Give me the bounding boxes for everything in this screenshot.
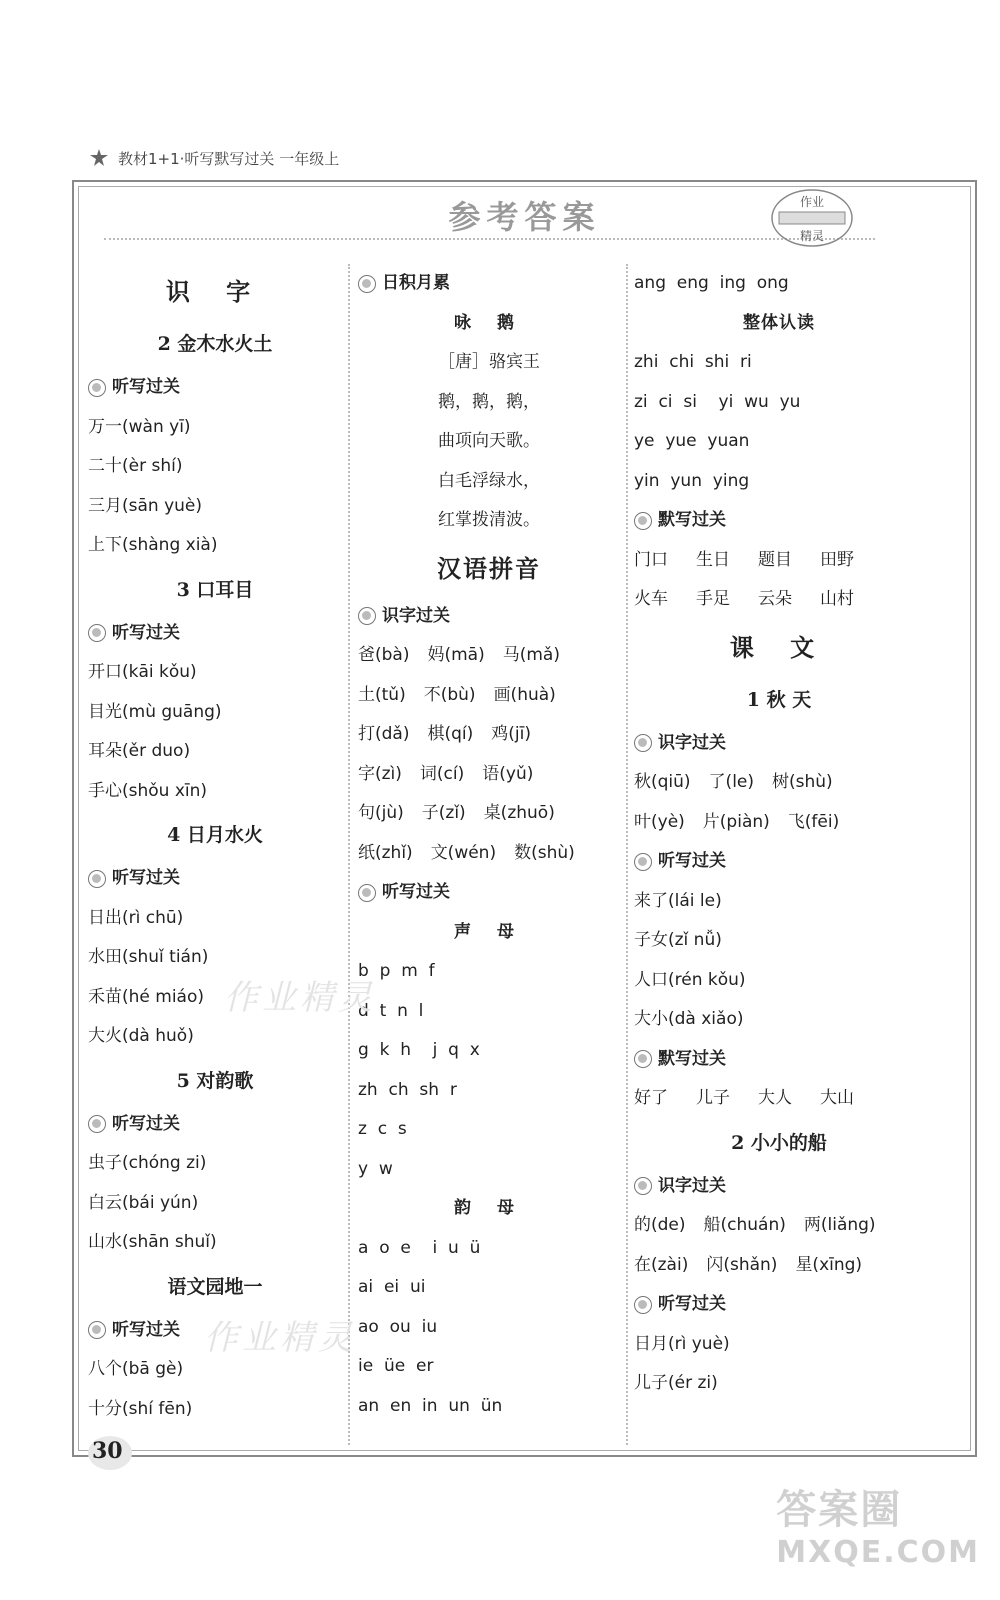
answer-row: 字(zì) 词(cí) 语(yǔ) xyxy=(358,763,534,784)
answer-row: 的(de) 船(chuán) 两(liǎng) xyxy=(634,1215,876,1235)
section-icon xyxy=(358,884,376,902)
poem-line: 红掌拨清波。 xyxy=(438,510,540,530)
lesson-title: 语文园地一 xyxy=(167,1275,263,1298)
answer-item: 山水(shān shuǐ) xyxy=(88,1232,217,1252)
answer-row: 在(zài) 闪(shǎn) 星(xīng) xyxy=(634,1254,863,1275)
section-icon xyxy=(634,1050,652,1068)
pinyin-row: ie üe er xyxy=(358,1356,434,1376)
answer-item: 万一(wàn yī) xyxy=(88,416,191,437)
answer-item: 白云(bái yún) xyxy=(88,1192,199,1213)
poem-line: 鹅，鹅，鹅， xyxy=(438,391,540,412)
answer-row: 秋(qiū) 了(le) 树(shù) xyxy=(634,772,833,792)
answer-item: 日出(rì chū) xyxy=(88,907,184,928)
section-icon xyxy=(358,275,376,293)
answer-item: 水田(shuǐ tián) xyxy=(88,947,209,967)
answer-item: 日月(rì yuè) xyxy=(634,1333,730,1354)
answer-item: 大小(dà xiǎo) xyxy=(634,1009,744,1029)
pinyin-row: g k h j q x xyxy=(358,1040,480,1060)
pinyin-row: zi ci si yi wu yu xyxy=(634,391,801,412)
page-number: 30 xyxy=(92,1438,123,1464)
label-rijiyuelei: 日积月累 xyxy=(358,264,620,304)
pinyin-row: zh ch sh r xyxy=(358,1079,457,1100)
answer-item: 手心(shǒu xīn) xyxy=(88,780,208,801)
section-icon xyxy=(634,853,652,871)
stamp-text-top: 作业 xyxy=(799,195,825,209)
answer-item: 虫子(chóng zi) xyxy=(88,1153,207,1173)
section-icon xyxy=(358,607,376,625)
section-title: 识 字 xyxy=(165,277,265,306)
answer-item: 上下(shàng xià) xyxy=(88,535,218,555)
watermark: 作业精灵 xyxy=(224,978,376,1018)
column-1 xyxy=(88,264,342,1429)
label-tingxie: 听写过关 xyxy=(88,859,342,899)
answer-row: 火车 手足 云朵 山村 xyxy=(634,589,854,609)
section-icon xyxy=(88,870,106,888)
pinyin-row: d t n l xyxy=(358,1000,424,1021)
answer-item: 来了(lái le) xyxy=(634,890,722,911)
section-icon xyxy=(634,512,652,530)
answer-row: 土(tǔ) 不(bù) 画(huà) xyxy=(358,684,556,705)
section-icon xyxy=(88,1321,106,1339)
answer-item: 开口(kāi kǒu) xyxy=(88,662,197,682)
column-3 xyxy=(634,264,924,1404)
pinyin-row: ai ei ui xyxy=(358,1277,426,1297)
answer-row: 句(jù) 子(zǐ) 桌(zhuō) xyxy=(358,803,555,823)
book-logo-icon xyxy=(88,147,110,169)
lesson-title: 2 金木水火土 xyxy=(157,333,273,355)
answer-row: 爸(bà) 妈(mā) 马(mǎ) xyxy=(358,645,560,665)
section-icon xyxy=(634,1177,652,1195)
label-tingxie: 听写过关 xyxy=(634,842,924,882)
label-tingxie: 听写过关 xyxy=(634,1285,924,1325)
pinyin-row: ye yue yuan xyxy=(634,431,750,451)
section-icon xyxy=(88,379,106,397)
column-2 xyxy=(358,264,620,1426)
section-icon xyxy=(88,624,106,642)
section-title: 课 文 xyxy=(729,632,829,662)
poem-author: ［唐］骆宾王 xyxy=(438,352,540,372)
answer-item: 二十(èr shí) xyxy=(88,456,183,476)
lesson-title: 4 日月水火 xyxy=(167,824,263,846)
sub-title: 韵 母 xyxy=(454,1198,524,1218)
answer-frame xyxy=(72,180,977,1457)
answer-item: 目光(mù guāng) xyxy=(88,701,222,722)
pinyin-row: b p m f xyxy=(358,961,435,981)
stamp-icon xyxy=(769,186,855,250)
sub-title: 整体认读 xyxy=(743,312,815,333)
label-tingxie: 听写过关 xyxy=(88,1311,342,1351)
answer-row: 门口 生日 题目 田野 xyxy=(634,549,854,570)
book-title: 教材1+1·听写默写过关 一年级上 xyxy=(118,149,340,168)
label-moxie: 默写过关 xyxy=(634,501,924,541)
site-watermark: 答案圈 MXQE.COM xyxy=(776,1487,980,1570)
pinyin-row: a o e i u ü xyxy=(358,1237,481,1258)
section-icon xyxy=(634,1296,652,1314)
label-tingxie: 听写过关 xyxy=(88,1105,342,1145)
answer-item: 耳朵(ěr duo) xyxy=(88,741,191,761)
label-shizi: 识字过关 xyxy=(634,724,924,764)
pinyin-row: y w xyxy=(358,1158,393,1179)
pinyin-row: an en in un ün xyxy=(358,1395,503,1416)
pinyin-row: z c s xyxy=(358,1119,407,1139)
answer-item: 三月(sān yuè) xyxy=(88,495,203,516)
answer-item: 子女(zǐ nǚ) xyxy=(634,930,722,950)
answer-row: 好了 儿子 大人 大山 xyxy=(634,1088,854,1108)
answer-item: 大火(dà huǒ) xyxy=(88,1026,194,1046)
answer-item: 八个(bā gè) xyxy=(88,1359,184,1379)
label-shizi: 识字过关 xyxy=(358,597,620,637)
poem-title: 咏 鹅 xyxy=(454,312,524,333)
lesson-title: 5 对韵歌 xyxy=(176,1069,254,1092)
watermark: 作业精灵 xyxy=(204,1318,356,1358)
lesson-title: 1 秋 天 xyxy=(746,688,812,711)
answer-row: 打(dǎ) 棋(qí) 鸡(jī) xyxy=(358,724,531,744)
label-moxie: 默写过关 xyxy=(634,1040,924,1080)
section-icon xyxy=(88,1115,106,1133)
pinyin-row: zhi chi shi ri xyxy=(634,352,752,372)
page-title: 参考答案 xyxy=(448,198,601,236)
sub-title: 声 母 xyxy=(454,921,524,942)
label-tingxie: 听写过关 xyxy=(358,873,620,913)
section-icon xyxy=(634,734,652,752)
answer-item: 十分(shí fēn) xyxy=(88,1398,193,1419)
label-shizi: 识字过关 xyxy=(634,1167,924,1207)
section-title: 汉语拼音 xyxy=(437,553,541,583)
stamp-text-bottom: 精灵 xyxy=(799,229,825,243)
pinyin-row: ao ou iu xyxy=(358,1316,438,1337)
book-header xyxy=(88,147,339,169)
pinyin-row: yin yun ying xyxy=(634,470,750,491)
label-tingxie: 听写过关 xyxy=(88,368,342,408)
poem-line: 白毛浮绿水， xyxy=(438,470,540,491)
answer-item: 人口(rén kǒu) xyxy=(634,969,746,990)
answer-row: 纸(zhǐ) 文(wén) 数(shù) xyxy=(358,842,575,863)
answer-item: 儿子(ér zi) xyxy=(634,1373,718,1393)
lesson-title: 2 小小的船 xyxy=(731,1131,827,1154)
answer-item: 禾苗(hé miáo) xyxy=(88,986,205,1007)
label-tingxie: 听写过关 xyxy=(88,614,342,654)
pinyin-row: ang eng ing ong xyxy=(634,273,789,293)
answer-row: 叶(yè) 片(piàn) 飞(fēi) xyxy=(634,811,840,832)
poem-line: 曲项向天歌。 xyxy=(438,431,540,451)
lesson-title: 3 口耳目 xyxy=(176,578,254,601)
